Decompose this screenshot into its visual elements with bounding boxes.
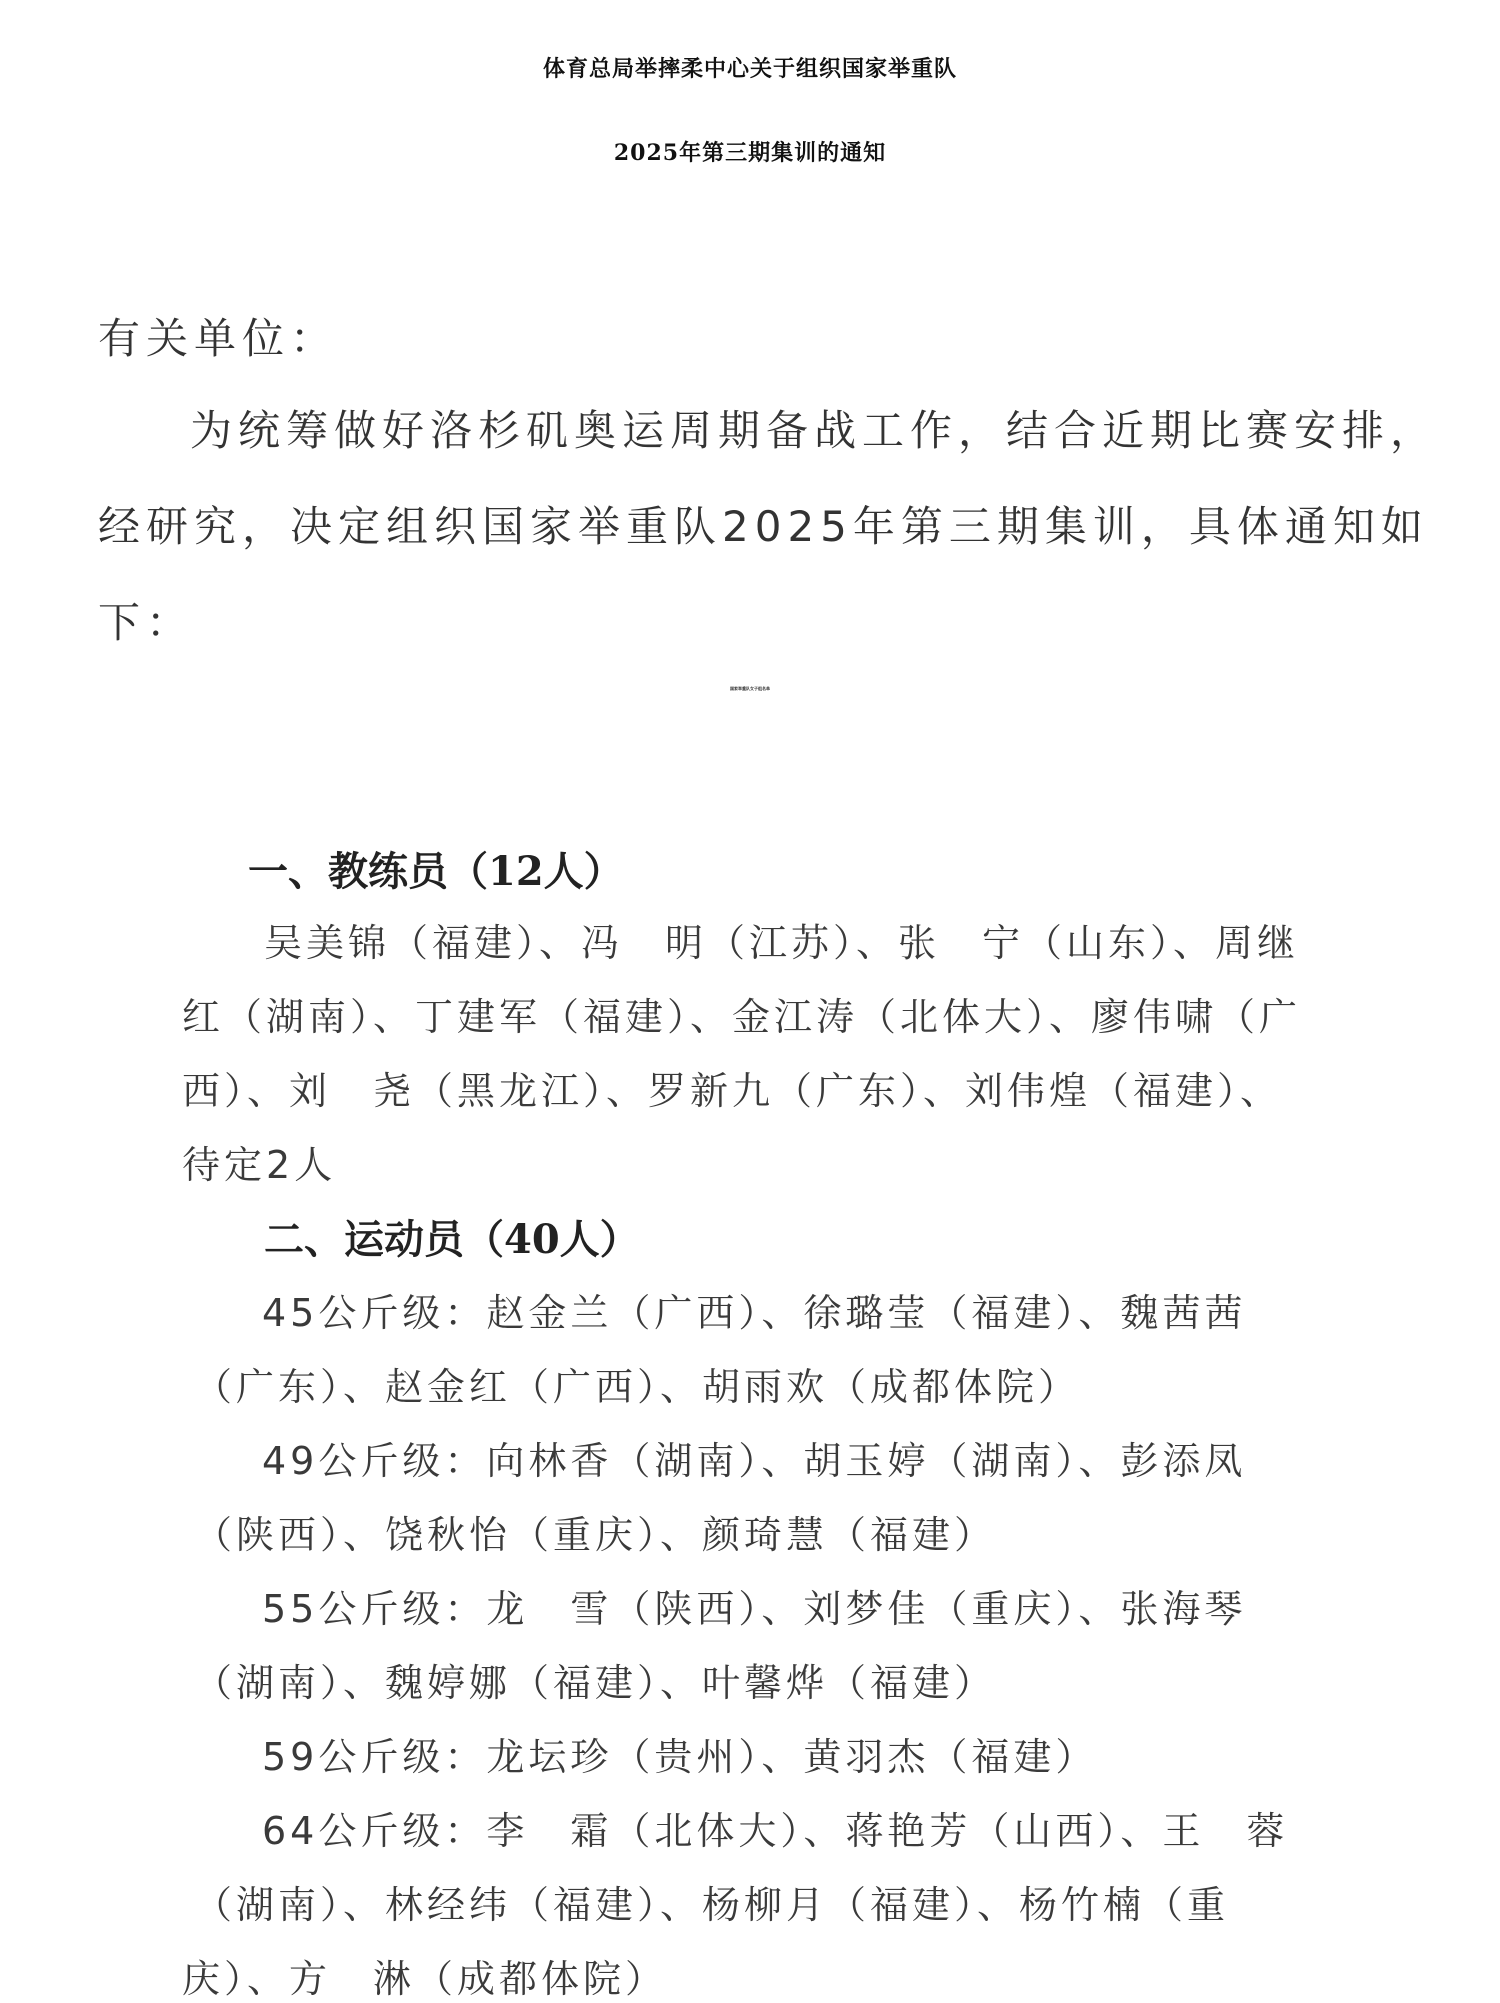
coaches-line: 西）、刘 尧（黑龙江）、罗新九（广东）、刘伟煌（福建）、 [182,1069,1283,1113]
athletes-line: （陕西）、饶秋怡（重庆）、颜琦慧（福建） [194,1513,997,1557]
athletes-line: 45公斤级：赵金兰（广西）、徐璐莹（福建）、魏茜茜 [262,1291,1247,1335]
intro-line-1: 为统筹做好洛杉矶奥运周期备战工作，结合近期比赛安排， [190,406,1439,455]
document-title-line-2: 2025年第三期集训的通知 [613,140,887,166]
coaches-line: 红（湖南）、丁建军（福建）、金江涛（北体大）、廖伟啸（广 [182,995,1302,1039]
document-title-line-1: 体育总局举摔柔中心关于组织国家举重队 [542,56,957,82]
athletes-line: 49公斤级：向林香（湖南）、胡玉婷（湖南）、彭添凤 [262,1439,1247,1483]
athletes-line: 64公斤级：李 霜（北体大）、蒋艳芳（山西）、王 蓉 [262,1809,1289,1853]
athletes-line: （广东）、赵金红（广西）、胡雨欢（成都体院） [194,1365,1081,1409]
athletes-heading: 二、运动员（40人） [264,1216,640,1263]
intro-line-2: 经研究，决定组织国家举重队2025年第三期集训，具体通知如 [98,502,1429,551]
athletes-line: （湖南）、林经纬（福建）、杨柳月（福建）、杨竹楠（重 [194,1883,1230,1927]
athletes-line: 59公斤级：龙坛珍（贵州）、黄羽杰（福建） [262,1735,1098,1779]
athletes-line: （湖南）、魏婷娜（福建）、叶馨烨（福建） [194,1661,997,1705]
coaches-line: 待定2人 [182,1143,337,1187]
athletes-line: 庆）、方 淋（成都体院） [182,1957,668,2001]
coaches-heading: 一、教练员（12人） [248,848,624,895]
roster-title: 国家举重队女子组名单 [730,686,770,691]
salutation: 有关单位： [98,314,339,363]
intro-line-3: 下： [98,598,195,647]
coaches-line: 吴美锦（福建）、冯 明（江苏）、张 宁（山东）、周继 [264,921,1300,965]
athletes-line: 55公斤级：龙 雪（陕西）、刘梦佳（重庆）、张海琴 [262,1587,1247,1631]
